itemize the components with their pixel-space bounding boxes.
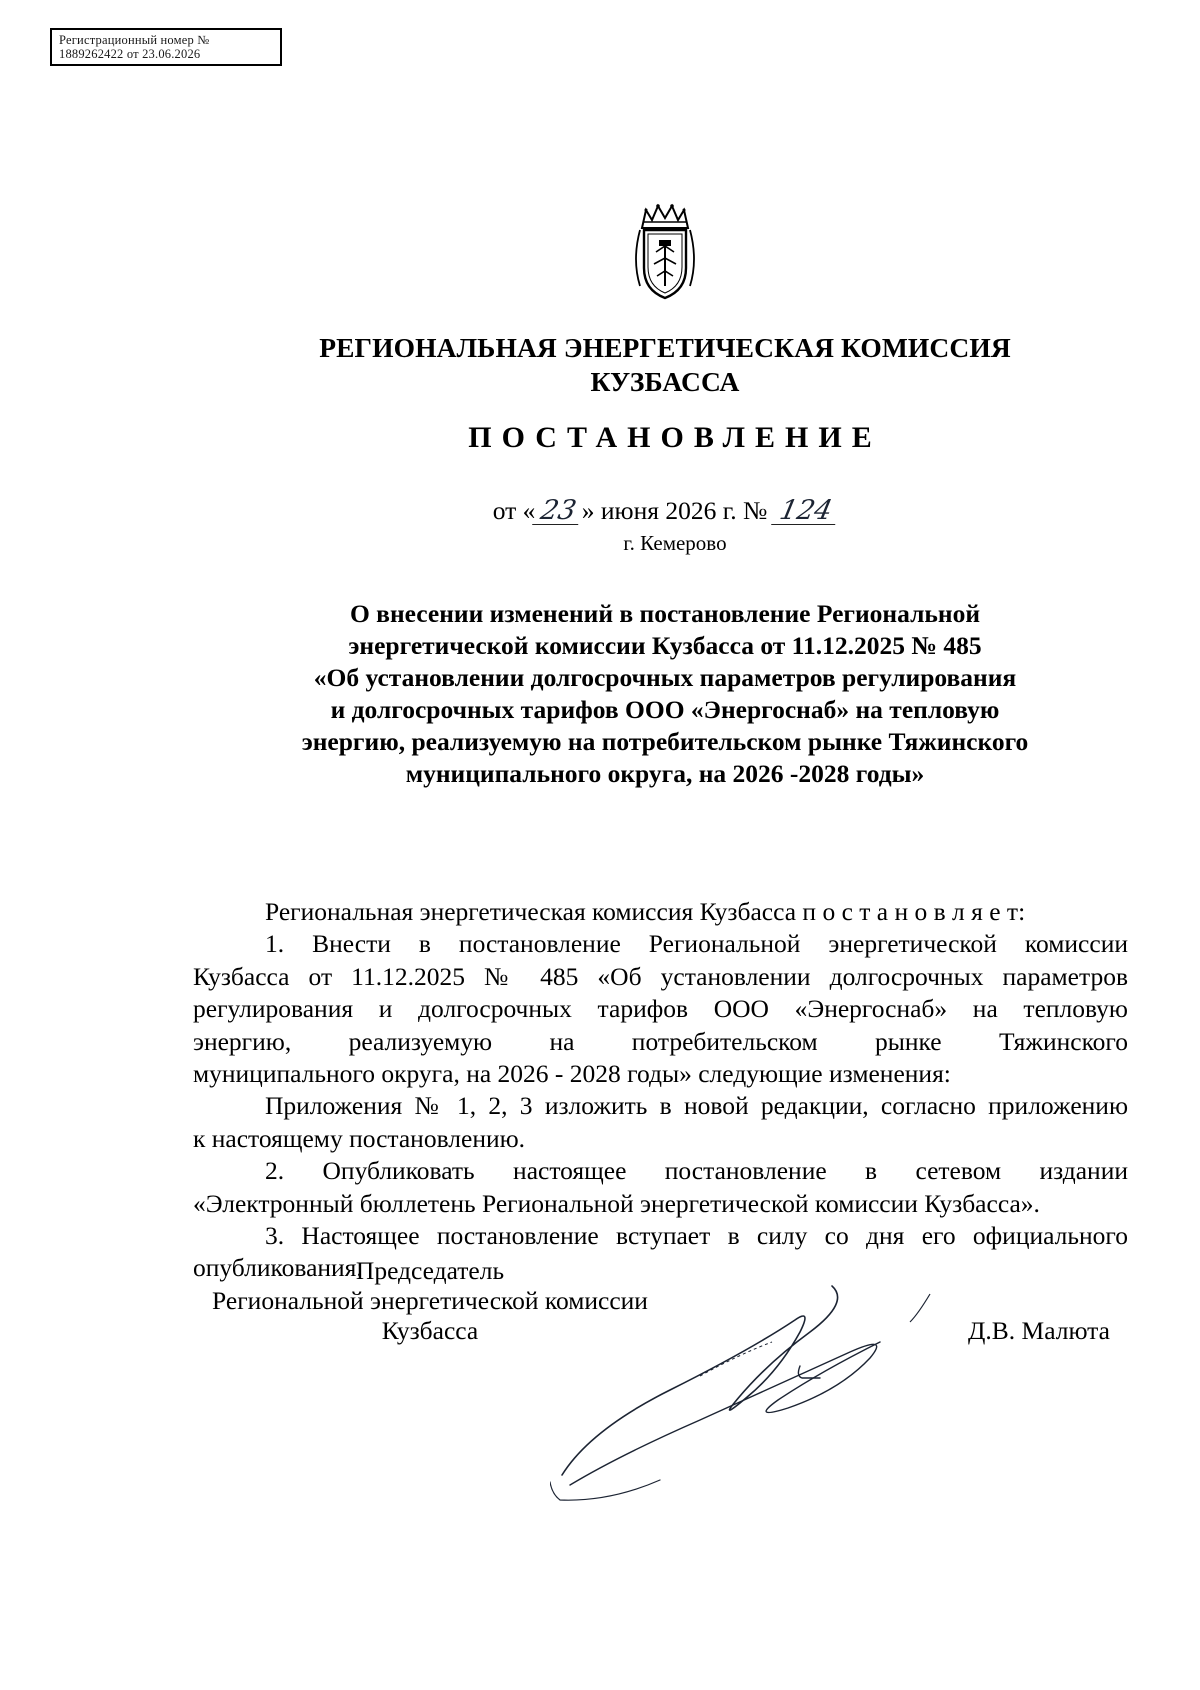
body-line: к настоящему постановлению.	[193, 1123, 526, 1153]
subject-line: О внесении изменений в постановление Региональной	[349, 599, 981, 628]
signatory-position-line2: Региональной энергетической комиссии	[212, 1286, 648, 1315]
document-subject	[230, 598, 1100, 790]
organization-title-line2: КУЗБАССА	[590, 366, 740, 397]
body-line: Кузбасса от 11.12.2025 № 485 «Об установлении долгосрочных параметров	[193, 961, 1128, 991]
subject-line: энергетической комиссии Кузбасса от 11.12.2025 № 485	[348, 631, 982, 660]
body-line: 2. Опубликовать настоящее постановление в сетевом издании	[265, 1156, 1128, 1186]
body-line: Приложения № 1, 2, 3 изложить в новой редакции, согласно приложению	[265, 1091, 1128, 1121]
organization-title-line1: РЕГИОНАЛЬНАЯ ЭНЕРГЕТИЧЕСКАЯ КОМИССИЯ	[319, 332, 1011, 363]
document-date-line	[230, 495, 1100, 527]
subject-line: «Об установлении долгосрочных параметров регулирования	[313, 663, 1017, 692]
organization-title	[230, 331, 1100, 399]
body-line: 3. Настоящее постановление вступает в силу со дня его официального	[265, 1221, 1128, 1251]
registration-stamp-line1: Регистрационный номер №	[59, 33, 210, 47]
signatory-position-line1: Председатель	[355, 1256, 505, 1285]
registration-stamp-line2: 1889262422 от 23.06.2026	[59, 47, 201, 61]
body-line: регулирования и долгосрочных тарифов ООО «Энергоснаб» на тепловую	[193, 994, 1128, 1024]
handwritten-signature	[550, 1280, 970, 1510]
subject-line: и долгосрочных тарифов ООО «Энергоснаб» на тепловую	[330, 695, 1000, 724]
date-prefix: от «	[492, 496, 536, 525]
body-line: Региональная энергетическая комиссия Кузбасса п о с т а н о в л я е т:	[265, 897, 1026, 926]
document-body	[193, 896, 1128, 1285]
registration-stamp	[50, 28, 282, 66]
signatory-name: Д.В. Малюта	[968, 1316, 1110, 1345]
body-line: энергию, реализуемую на потребительском рынке Тяжинского	[193, 1026, 1128, 1056]
document-city: г. Кемерово	[623, 531, 727, 555]
document-type: ПОСТАНОВЛЕНИЕ	[468, 421, 882, 454]
subject-line: энергию, реализуемую на потребительском рынке Тяжинского	[301, 727, 1029, 756]
handwritten-day: 23	[533, 498, 585, 525]
handwritten-document-number: 124	[771, 498, 840, 525]
date-middle: » июня 2026 г. №	[581, 496, 768, 525]
coat-of-arms-icon	[628, 200, 702, 304]
body-line: опубликования.	[193, 1253, 363, 1283]
body-line: муниципального округа, на 2026 - 2028 годы» следующие изменения:	[193, 1059, 951, 1089]
signatory-position-line3: Кузбасса	[381, 1316, 479, 1345]
body-line: 1. Внести в постановление Региональной энергетической комиссии	[265, 929, 1128, 959]
subject-line: муниципального округа, на 2026 -2028 годы»	[405, 759, 925, 788]
body-line: «Электронный бюллетень Региональной энергетической комиссии Кузбасса».	[193, 1188, 1040, 1218]
